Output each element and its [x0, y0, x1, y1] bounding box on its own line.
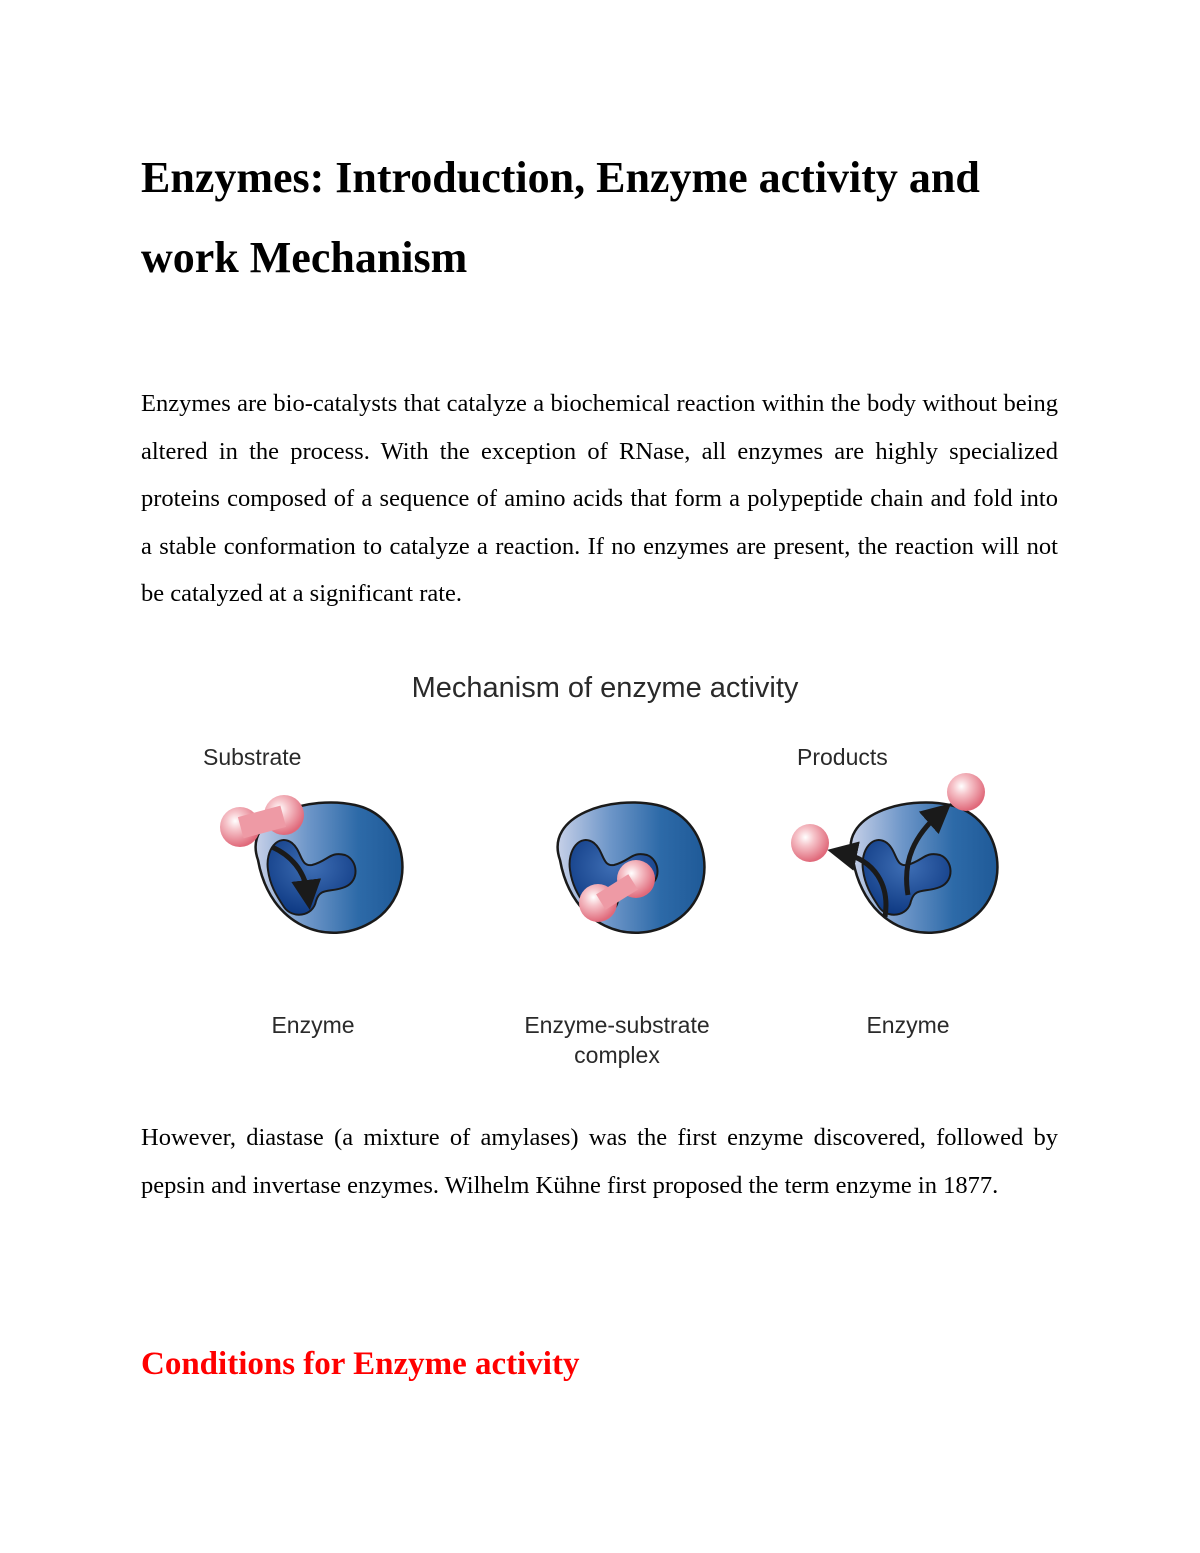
document-title: Enzymes: Introduction, Enzyme activity and work Mechanism — [141, 153, 980, 282]
product-ball-1 — [791, 824, 829, 862]
complex-label-line1: Enzyme-substrate — [524, 1012, 710, 1038]
enzyme-left-label: Enzyme — [271, 1012, 355, 1038]
product-ball-2 — [947, 773, 985, 811]
intro-paragraph: Enzymes are bio-catalysts that catalyze a biochemical reaction within the body without being altered in the process. With the exception of RNase, all enzymes are highly specialized proteins composed of a sequence of amino acids that form a polypeptide chain and fold into a stable conformation to catalyze a reaction. If no enzymes are present, the reaction will not be catalyzed at a significant rate. — [141, 390, 1058, 607]
complex-label-line2: complex — [574, 1042, 660, 1068]
enzyme-mechanism-diagram — [180, 655, 1020, 1085]
products-label: Products — [797, 744, 888, 770]
enzyme-right-label: Enzyme — [866, 1012, 950, 1038]
history-paragraph: However, diastase (a mixture of amylases) was the first enzyme discovered, followed by pepsin and invertase enzymes. Wilhelm Kühne first proposed the term enzyme in 1877. — [141, 1124, 1058, 1199]
section-heading-conditions: Conditions for Enzyme activity — [141, 1346, 580, 1382]
enzyme-complex — [558, 802, 705, 932]
figure-title: Mechanism of enzyme activity — [411, 672, 799, 704]
substrate-label: Substrate — [203, 744, 302, 770]
enzyme-mechanism-figure — [180, 655, 1020, 1085]
